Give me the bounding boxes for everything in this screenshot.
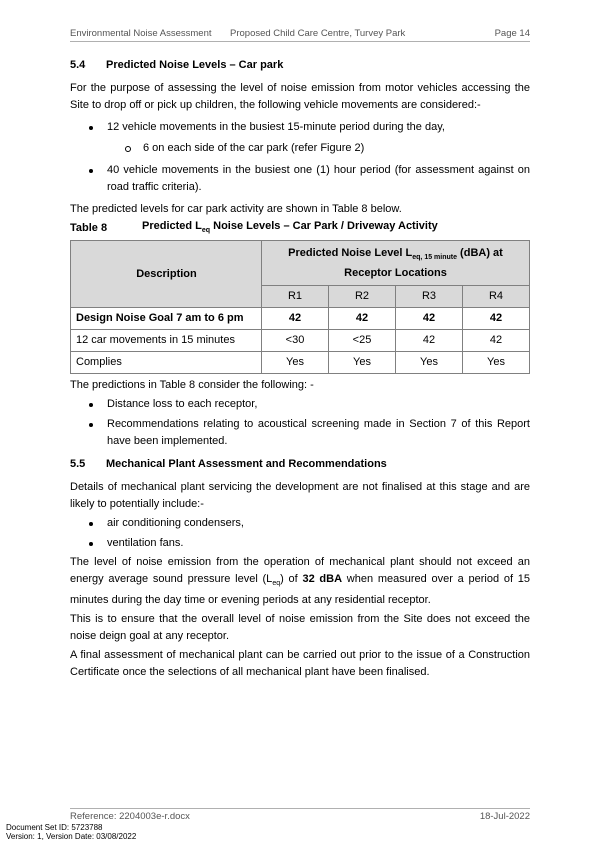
list-item: ventilation fans. [70, 535, 530, 552]
table-cell: 42 [262, 308, 329, 330]
table-cell: 42 [463, 308, 530, 330]
list-item: Recommendations relating to acoustical screening made in Section 7 of this Report have been implemented. [70, 416, 530, 450]
column-header-r4: R4 [463, 286, 530, 308]
footer-date: 18-Jul-2022 [479, 811, 530, 822]
section-5-5-heading [70, 454, 530, 474]
table-cell: 42 [463, 330, 530, 352]
row-description: Design Noise Goal 7 am to 6 pm [71, 308, 262, 330]
section-title: Mechanical Plant Assessment and Recommendations [106, 457, 387, 470]
list-item: 40 vehicle movements in the busiest one (1) hour period (for assessment against on road traffic criteria). [70, 162, 530, 196]
table-cell: 42 [396, 308, 463, 330]
bullet-list [70, 396, 530, 450]
document-set-stamp [6, 823, 136, 841]
header-report-title: Environmental Noise Assessment [70, 28, 212, 39]
document-version: Version: 1, Version Date: 03/08/2022 [6, 832, 137, 841]
table-cell: Yes [329, 352, 396, 374]
table-row [71, 330, 530, 352]
paragraph: The level of noise emission from the operation of mechanical plant should not exceed an energy average sound pressure level $(L_{eq})$ of 32 dBA when measured over a period of 15 minutes during the day time or evening periods at any residential receptor. [70, 556, 531, 607]
column-header-r3: R3 [396, 286, 463, 308]
header-page-number: Page 14 [494, 28, 530, 39]
paragraph: A final assessment of mechanical plant can be carried out prior to the issue of a Construction Certificate once the selections of all mechanical plant have been finalised. [70, 649, 530, 679]
row-description: Complies [71, 352, 262, 374]
table-cell: Yes [262, 352, 329, 374]
list-item: Distance loss to each receptor, [70, 396, 530, 413]
column-header-r1: R1 [262, 286, 329, 308]
bullet-list [70, 119, 530, 196]
table-caption [70, 220, 530, 237]
document-set-id: Document Set ID: 5723788 [6, 823, 103, 832]
noise-levels-table [70, 240, 530, 374]
table-cell: <30 [262, 330, 329, 352]
paragraph: For the purpose of assessing the level of noise emission from motor vehicles accessing the Site to drop off or pick up children, the following vehicle movements are considered:- [70, 82, 530, 111]
table-cell: 42 [329, 308, 396, 330]
column-group-header: Predicted Noise Level $L_{eq, 15 minute}$ (dBA) at Receptor Locations [262, 241, 530, 286]
footer-reference: Reference: 2204003e-r.docx [70, 811, 190, 822]
table-cell: Yes [396, 352, 463, 374]
paragraph: This is to ensure that the overall level of noise emission from the Site does not exceed the noise deign goal at any receptor. [70, 613, 530, 643]
table-cell: 42 [396, 330, 463, 352]
page-header [70, 26, 530, 42]
row-description: 12 car movements in 15 minutes [71, 330, 262, 352]
section-title: Predicted Noise Levels – Car park [106, 58, 284, 71]
page-body [70, 55, 530, 681]
column-header-r2: R2 [329, 286, 396, 308]
table-row [71, 352, 530, 374]
paragraph: Details of mechanical plant servicing the development are not finalised at this stage and are likely to potentially include:- [70, 481, 530, 510]
list-item: 12 vehicle movements in the busiest 15-minute period during the day, [70, 119, 530, 136]
section-number: 5.4 [70, 58, 86, 71]
paragraph: The predictions in Table 8 consider the following: - [70, 379, 314, 391]
table-number: Table 8 [70, 222, 108, 234]
bullet-list [70, 515, 530, 552]
paragraph: The predicted levels for car park activity are shown in Table 8 below. [70, 203, 402, 215]
table-cell: <25 [329, 330, 396, 352]
sub-list-item: 6 on each side of the car park (refer Figure 2) [70, 140, 530, 157]
section-number: 5.5 [70, 457, 86, 470]
table-row [71, 308, 530, 330]
page-footer [70, 808, 530, 823]
table-cell: Yes [463, 352, 530, 374]
column-header-description: Description [71, 241, 262, 308]
list-item: air conditioning condensers, [70, 515, 530, 532]
table-title: Predicted $L_{eq}$ Noise Levels – Car Park / Driveway Activity [142, 219, 438, 235]
header-project-title: Proposed Child Care Centre, Turvey Park [230, 28, 406, 39]
section-5-4-heading [70, 55, 530, 75]
